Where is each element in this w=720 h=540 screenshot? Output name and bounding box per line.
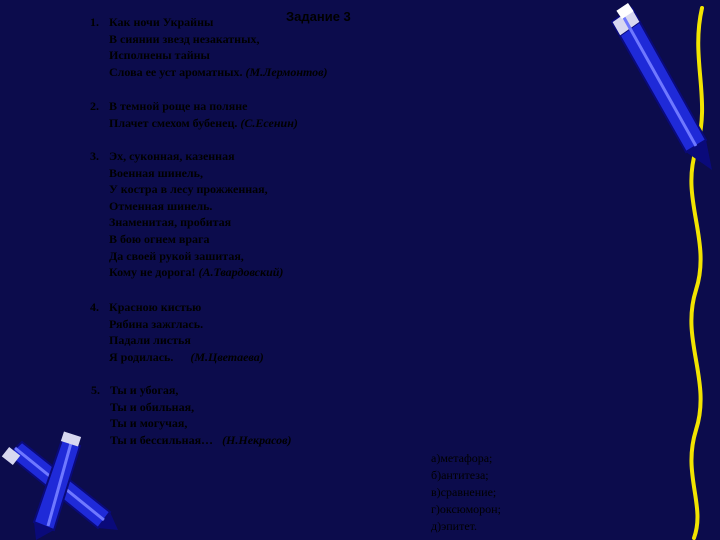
poem-line-last	[109, 115, 298, 132]
answer-option: г)оксюморон;	[431, 502, 501, 516]
poem-line: В бою огнем врага	[109, 231, 210, 246]
poem-number: 3.	[90, 149, 99, 163]
poem-line: Красною кистью	[109, 300, 202, 314]
answer-option: а)метафора;	[431, 451, 493, 465]
poem-line-last	[109, 64, 328, 81]
poem-line-last	[110, 432, 292, 449]
poem-author: (А.Твардовский)	[198, 265, 284, 280]
poem-line: Военная шинель,	[109, 165, 204, 180]
poem-line: У костра в лесу прожженная,	[109, 182, 268, 197]
poem-author: (Н.Некрасов)	[222, 432, 292, 447]
poem-line: Слова ее уст ароматных.	[109, 64, 243, 79]
answer-option: в)сравнение;	[431, 485, 497, 499]
poem-number: 4.	[90, 300, 99, 314]
poem-line: Падали листья	[109, 333, 191, 348]
poem-line: Да своей рукой зашитая,	[109, 248, 244, 263]
poem-number: 2.	[90, 99, 99, 113]
poem-number: 1.	[90, 15, 99, 29]
poem-line: Исполнены тайны	[109, 48, 210, 63]
poem-line: Ты и убогая,	[110, 383, 179, 397]
answer-option: д)эпитет.	[431, 519, 478, 533]
poem-line: Эх, суконная, казенная	[109, 149, 235, 163]
page-title: Задание 3	[286, 9, 351, 24]
poem-line: Ты и могучая,	[110, 416, 188, 431]
poem-line: Ты и бессильная…	[110, 432, 214, 447]
poem-line: Плачет смехом бубенец.	[109, 115, 238, 130]
poem-line: Как ночи Украйны	[109, 15, 214, 29]
poem-line: В темной роще на поляне	[109, 99, 248, 113]
poem-number: 5.	[91, 383, 100, 397]
ribbon-icon	[691, 8, 702, 538]
poem-author: (М.Лермонтов)	[245, 64, 328, 79]
poem-line-last	[109, 264, 283, 281]
answer-option: б)антитеза;	[431, 468, 489, 482]
poem-line-last	[109, 349, 264, 366]
poem-line: Отменная шинель.	[109, 198, 213, 213]
poem-line: Рябина зажглась.	[109, 316, 204, 331]
poem-line: В сиянии звезд незакатных,	[109, 31, 260, 46]
poem-line: Ты и обильная,	[110, 399, 195, 414]
poem-line: Я родилась.	[109, 349, 174, 364]
poem-line: Знаменитая, пробитая	[109, 215, 232, 230]
poem-line: Кому не дорога!	[109, 265, 196, 280]
poem-author: (С.Есенин)	[240, 115, 298, 130]
answer-options	[431, 450, 501, 535]
poem-author: (М.Цветаева)	[190, 349, 264, 364]
